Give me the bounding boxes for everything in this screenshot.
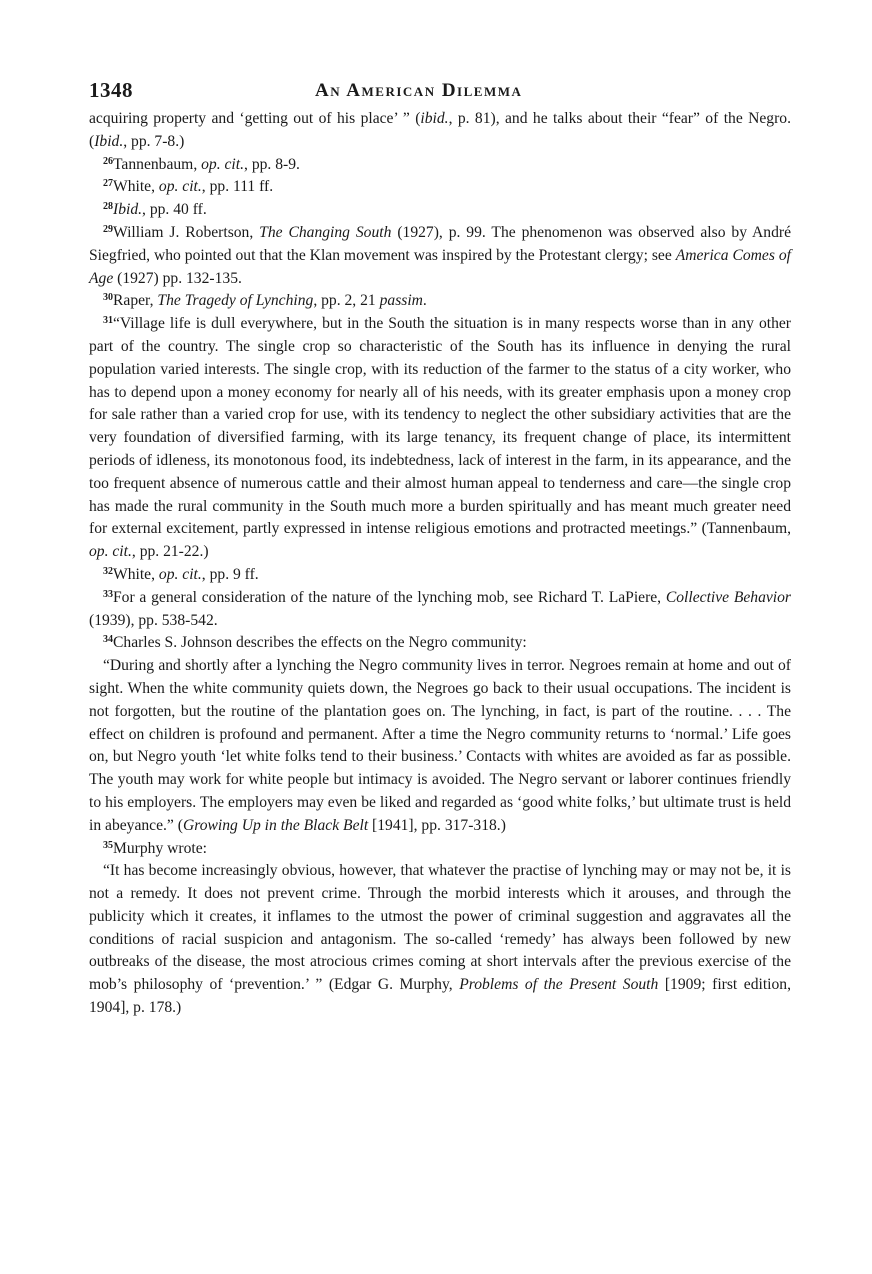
- footnote-28: $^{28}$Ibid., pp. 40 ff.: [103, 201, 207, 219]
- footnote-number: 29: [103, 223, 113, 235]
- footnotes-body: [89, 108, 791, 1020]
- footnote-number: 30: [103, 292, 113, 304]
- footnote-34: $^{34}$Charles S. Johnson describes the effects on the Negro community:: [103, 634, 527, 652]
- footnote-33: $^{33}$For a general consideration of the nature of the lynching mob, see Richard T. LaPiere, Collective Behavior (1939), pp. 538-542.: [89, 588, 791, 629]
- footnote-27: $^{27}$White, op. cit., pp. 111 ff.: [103, 178, 274, 196]
- footnote-number: 26: [103, 155, 113, 167]
- footnote-number: 27: [103, 178, 113, 190]
- footnote-number: 34: [103, 634, 113, 646]
- footnote-35: $^{35}$Murphy wrote:: [103, 839, 207, 857]
- footnote-30: $^{30}$Raper, The Tragedy of Lynching, pp. 2, 21 passim.: [103, 292, 427, 310]
- running-title: An American Dilemma: [315, 80, 523, 101]
- footnote-26: $^{26}$Tannenbaum, op. cit., pp. 8-9.: [103, 155, 300, 173]
- quote-murphy: “It has become increasingly obvious, however, that whatever the practise of lynching may or may not be, it is not a remedy. It does not prevent crime. Through the morbid interests which it arouses, and through the publicity which it creates, it inflames to the utmost the power of criminal suggestion and aggravates all the conditions of racial suspicion and antagonism. The so-called ‘remedy’ has always been followed by new outbreaks of the disease, the most atrocious crimes coming at short intervals after the previous exercise of the mob’s philosophy of ‘prevention.’ ” (Edgar G. Murphy, Problems of the Present South [1909; first edition, 1904], p. 178.): [89, 862, 791, 1017]
- footnote-number: 28: [103, 201, 113, 213]
- book-page: [89, 78, 791, 1020]
- footnote-32: $^{32}$White, op. cit., pp. 9 ff.: [103, 565, 259, 583]
- footnote-number: 33: [103, 588, 113, 600]
- footnote-29: $^{29}$William J. Robertson, The Changing South (1927), p. 99. The phenomenon was observed also by André Siegfried, who pointed out that the Klan movement was inspired by the Protestant clergy; see America Comes of Age (1927) pp. 132-135.: [89, 223, 792, 287]
- footnote-number: 35: [103, 839, 113, 851]
- page-number: 1348: [89, 78, 133, 102]
- footnote-31: $^{31}$“Village life is dull everywhere, but in the South the situation is in many respects worse than in any other part of the country. The single crop so characteristic of the South has its influence in denying the rural population varied interests. The single crop, with its reduction of the farmer to the status of a city worker, who has to depend upon a money economy for nearly all of his needs, with its greater emphasis upon a money crop for sale rather than a varied crop for use, with its tendency to neglect the other subsidiary activities that are the very foundation of diversified farming, with its large tenancy, its frequent change of place, its intermittent periods of idleness, its monotonous food, its indebtedness, lack of interest in the farm, in its appearance, and the too frequent absence of numerous cattle and their almost human appeal to tenderness and care—the single crop has made the rural community in the South much more a burden spiritually and has meant much greater need for external excitement, partly expressed in intense religious emotions and protracted meetings.” (Tannenbaum, op. cit., pp. 21-22.): [89, 315, 791, 561]
- page-header: [89, 78, 791, 108]
- quote-johnson: “During and shortly after a lynching the Negro community lives in terror. Negroes remain at home and out of sight. When the white community quiets down, the Negroes go back to their usual occupations. The incident is not forgotten, but the routine of the plantation goes on. The lynching, in fact, is part of the routine. . . . The effect on children is profound and permanent. After a time the Negro community returns to ‘normal.’ Life goes on, but Negro youth ‘let white folks tend to their business.’ Contacts with whites are avoided as far as possible. The youth may work for white people but intimacy is avoided. The Negro servant or laborer continues friendly to his employers. The employers may even be liked and regarded as ‘good white folks,’ but ultimate trust is held in abeyance.” (Growing Up in the Black Belt [1941], pp. 317-318.): [89, 657, 791, 834]
- footnote-number: 32: [103, 565, 113, 577]
- footnote-continuation: acquiring property and ‘getting out of his place’ ” (ibid., p. 81), and he talks about their “fear” of the Negro. (Ibid., pp. 7-8.): [89, 110, 791, 150]
- footnote-number: 31: [103, 315, 113, 327]
